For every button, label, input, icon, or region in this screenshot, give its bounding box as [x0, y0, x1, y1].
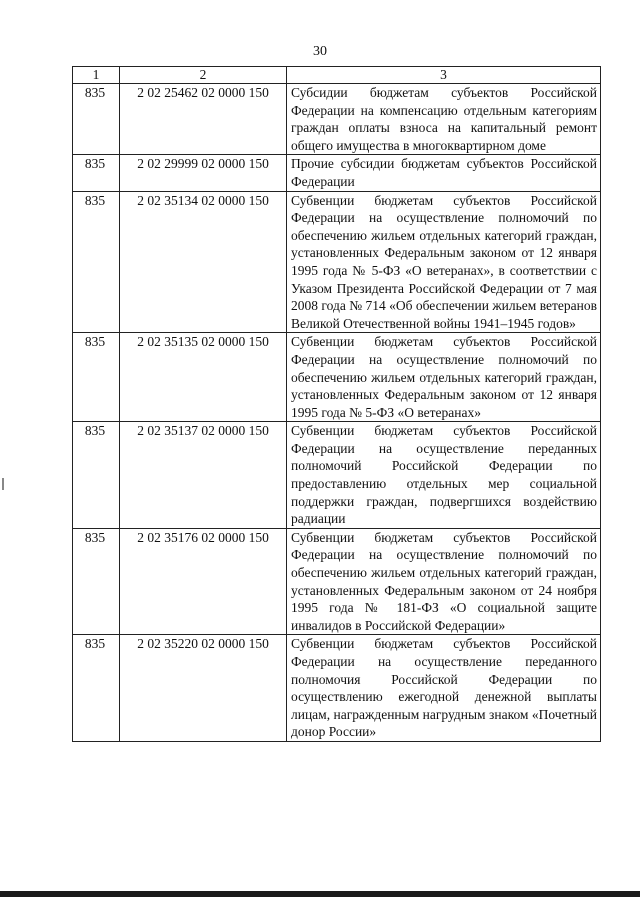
budget-code-cell: 2 02 35137 02 0000 150: [120, 422, 287, 529]
budget-code-cell: 2 02 35220 02 0000 150: [120, 635, 287, 742]
description-cell: Субвенции бюджетам субъектов Российской Федерации на осуществление переданного полномочия Российской Федерации по осуществлению ежегодной денежной выплаты лицам, награжденным нагрудным знаком «Почетный донор России»: [287, 635, 601, 742]
budget-code-cell: 2 02 35176 02 0000 150: [120, 528, 287, 635]
budget-code-cell: 2 02 25462 02 0000 150: [120, 84, 287, 155]
column-header-1: 1: [73, 67, 120, 84]
table-row: [73, 422, 601, 529]
description-cell: Субсидии бюджетам субъектов Российской Федерации на компенсацию отдельным категориям граждан оплаты взноса на капитальный ремонт общего имущества в многоквартирном доме: [287, 84, 601, 155]
table-row: [73, 635, 601, 742]
admin-code-cell: 835: [73, 333, 120, 422]
admin-code-cell: 835: [73, 422, 120, 529]
budget-code-cell: 2 02 35135 02 0000 150: [120, 333, 287, 422]
scan-bottom-edge: [0, 891, 640, 897]
page-number: 30: [313, 44, 327, 59]
table-row: [73, 155, 601, 191]
budget-code-cell: 2 02 35134 02 0000 150: [120, 191, 287, 333]
table-row: [73, 191, 601, 333]
description-cell: Субвенции бюджетам субъектов Российской Федерации на осуществление переданных полномочий Российской Федерации по предоставлению отдельных мер социальной поддержки граждан, подвергшихся воздействию радиации: [287, 422, 601, 529]
admin-code-cell: 835: [73, 635, 120, 742]
table-header-row: [73, 67, 601, 84]
table-row: [73, 528, 601, 635]
admin-code-cell: 835: [73, 191, 120, 333]
column-header-2: 2: [120, 67, 287, 84]
admin-code-cell: 835: [73, 528, 120, 635]
budget-code-cell: 2 02 29999 02 0000 150: [120, 155, 287, 191]
admin-code-cell: 835: [73, 84, 120, 155]
description-cell: Субвенции бюджетам субъектов Российской Федерации на осуществление полномочий по обеспечению жильем отдельных категорий граждан, установленных Федеральным законом от 24 ноября 1995 года № 181-ФЗ «О социальной защите инвалидов в Российской Федерации»: [287, 528, 601, 635]
admin-code-cell: 835: [73, 155, 120, 191]
description-cell: Субвенции бюджетам субъектов Российской Федерации на осуществление полномочий по обеспечению жильем отдельных категорий граждан, установленных Федеральным законом от 12 января 1995 года № 5-ФЗ «О ветеранах», в соответствии с Указом Президента Российской Федерации от 7 мая 2008 года № 714 «Об обеспечении жильем ветеранов Великой Отечественной войны 1941–1945 годов»: [287, 191, 601, 333]
scan-edge-mark: [2, 478, 4, 490]
description-cell: Субвенции бюджетам субъектов Российской Федерации на осуществление полномочий по обеспечению жильем отдельных категорий граждан, установленных Федеральным законом от 12 января 1995 года № 5-ФЗ «О ветеранах»: [287, 333, 601, 422]
column-header-3: 3: [287, 67, 601, 84]
table-row: [73, 333, 601, 422]
budget-codes-table: [72, 66, 601, 742]
description-cell: Прочие субсидии бюджетам субъектов Российской Федерации: [287, 155, 601, 191]
table-row: [73, 84, 601, 155]
